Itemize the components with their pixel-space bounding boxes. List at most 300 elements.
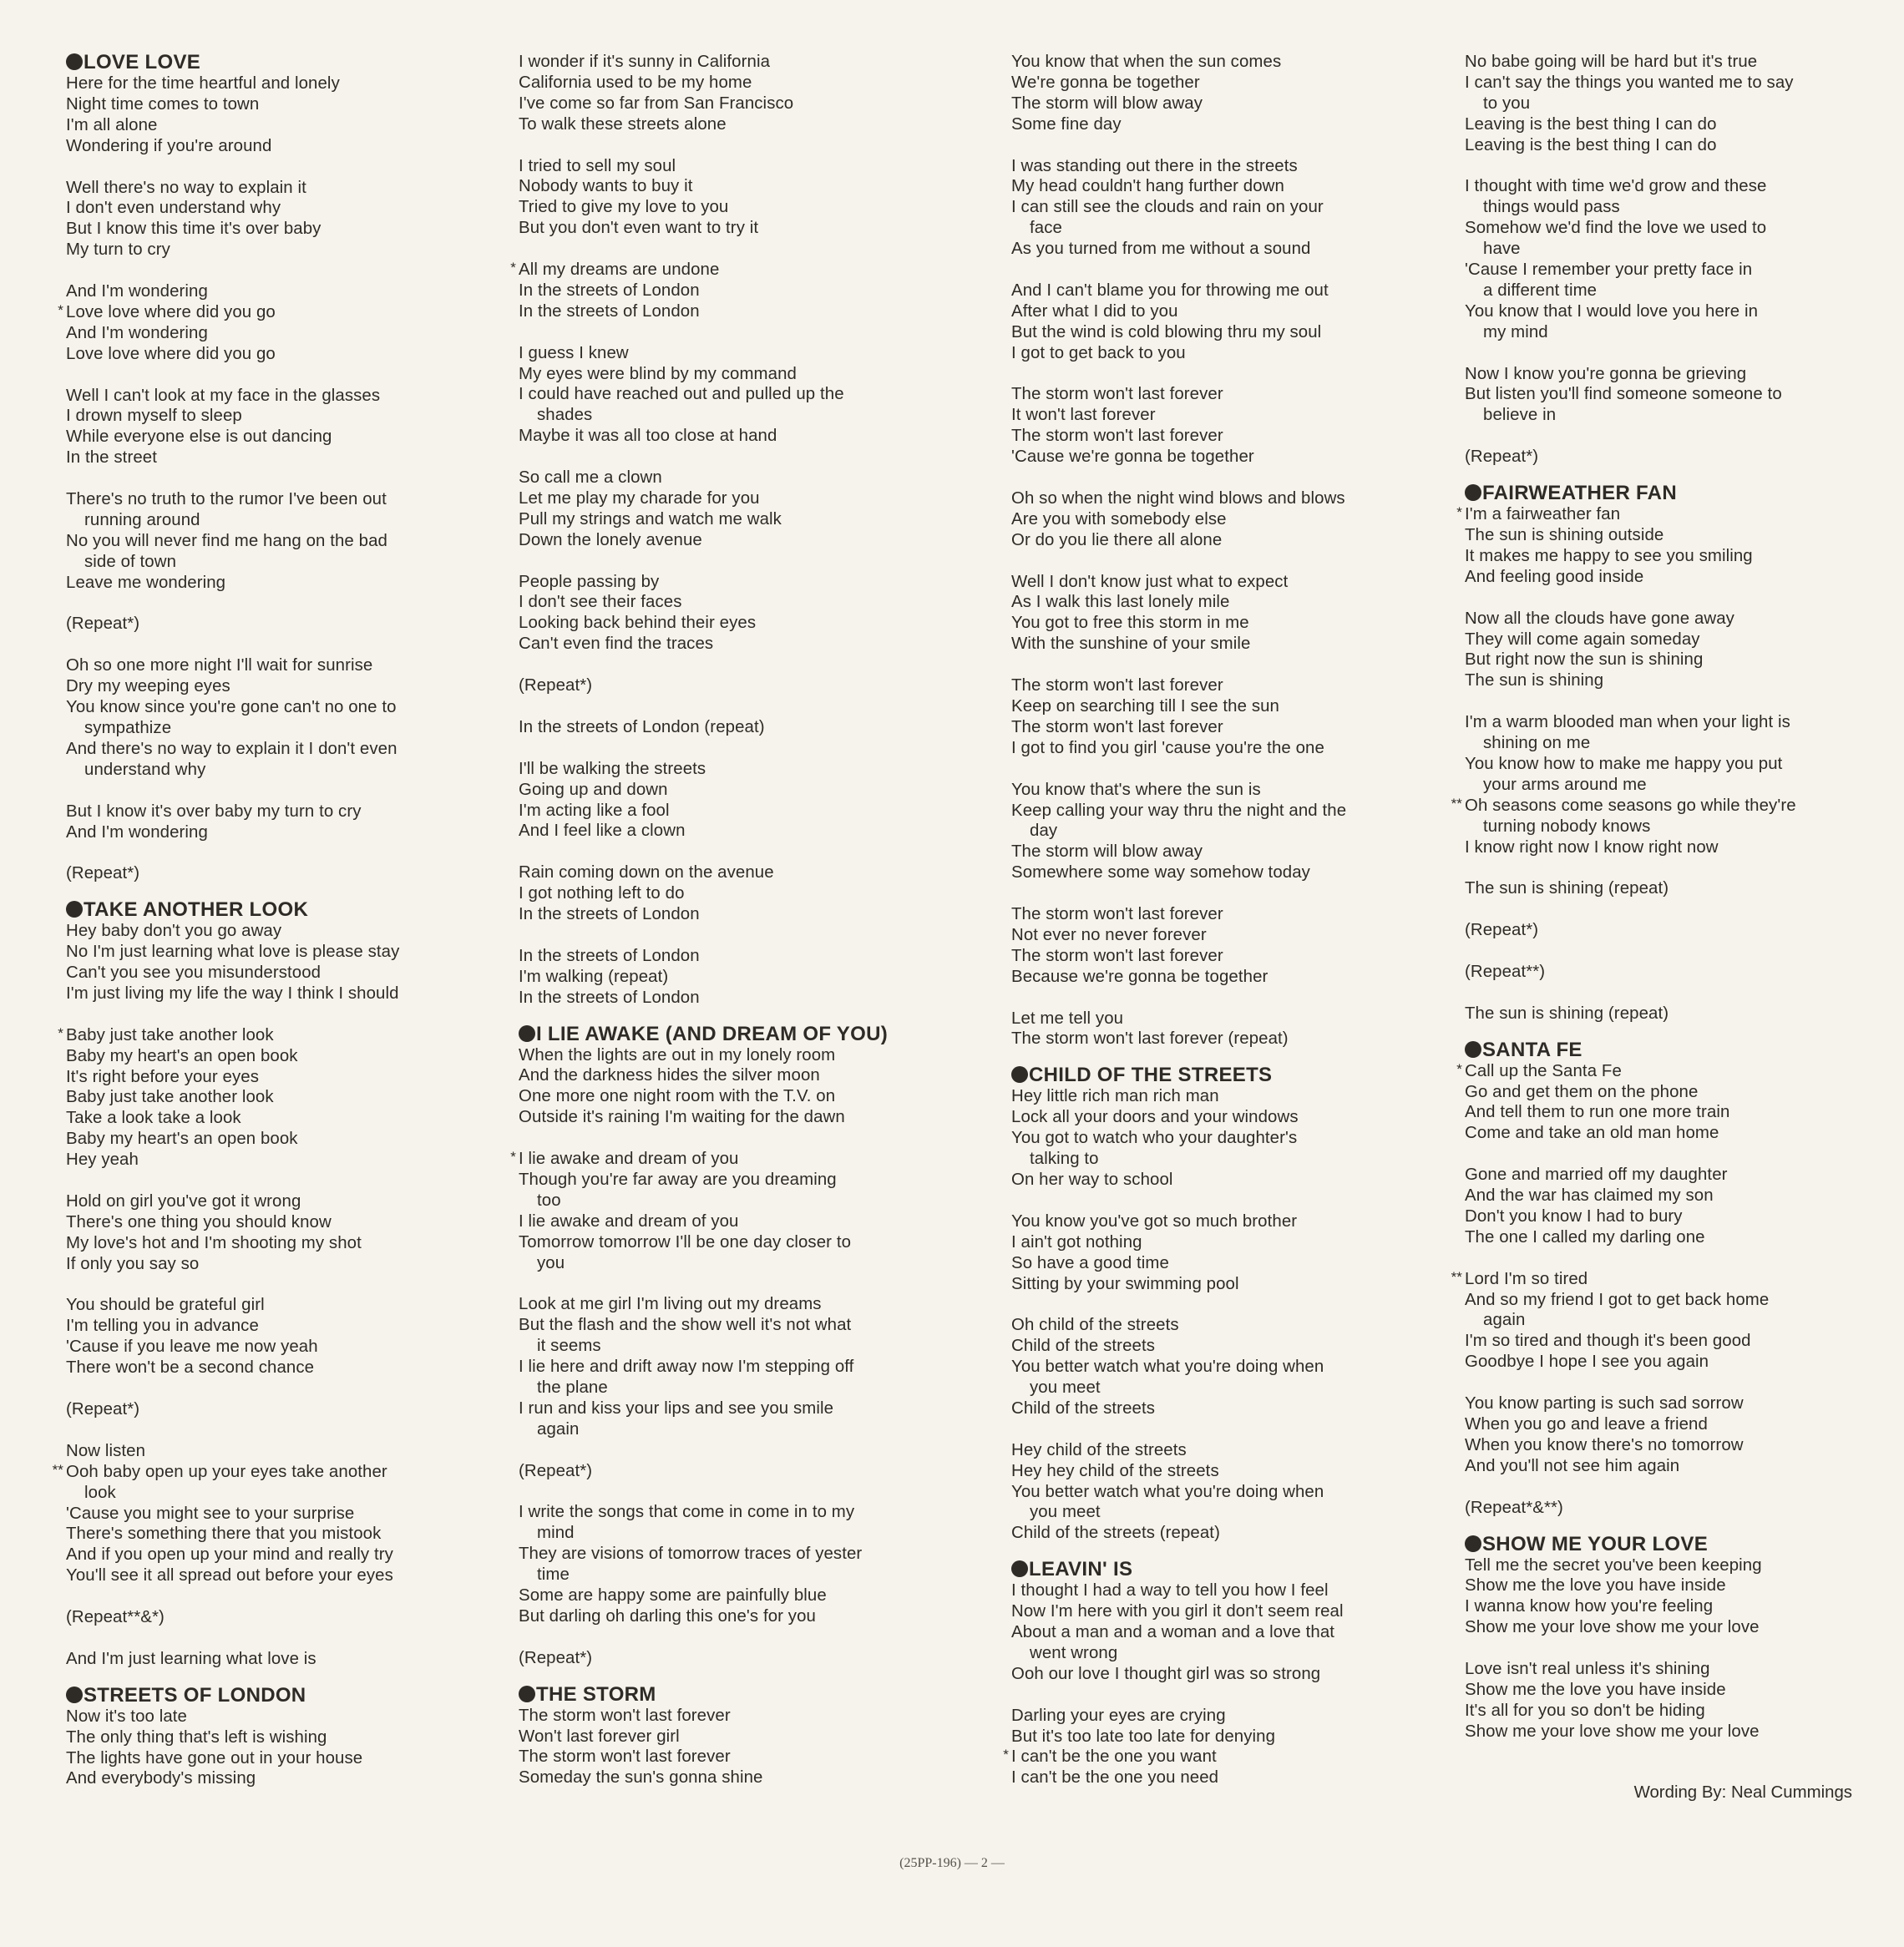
lyric-line: [66, 1337, 504, 1358]
lyric-line: [1465, 322, 1882, 343]
lyric-text: Keep calling your way thru the night and the: [1011, 801, 1347, 820]
lyric-text: When you know there's no tomorrow: [1465, 1435, 1744, 1454]
lyric-line: [519, 634, 957, 655]
lyric-line: [519, 883, 957, 904]
lyric-text: The storm won't last forever: [1011, 427, 1223, 446]
lyric-line: [1451, 1268, 1882, 1290]
lyric-line: [1011, 1461, 1450, 1482]
lyric-line: [1451, 795, 1882, 817]
lyric-line: [66, 1212, 504, 1233]
lyric-text: The storm will blow away: [1011, 94, 1203, 113]
lyric-text: Hey little rich man rich man: [1011, 1087, 1219, 1106]
lyric-text: I'm all alone: [66, 115, 158, 134]
lyric-text: In the streets of London: [519, 301, 700, 321]
lyric-text: Now I know you're gonna be grieving: [1465, 364, 1747, 383]
lyric-line: [519, 1191, 957, 1211]
lyric-text: To walk these streets alone: [519, 114, 727, 134]
lyric-line: [519, 946, 957, 967]
lyric-line: [1011, 343, 1450, 364]
lyric-line: [1011, 696, 1450, 717]
lyric-line: [1465, 73, 1882, 94]
lyric-line: [1011, 218, 1450, 239]
lyric-line: [66, 178, 504, 199]
lyric-line: [1465, 920, 1882, 941]
lyric-line: [66, 1129, 504, 1150]
lyric-text: believe in: [1483, 406, 1557, 425]
lyric-text: (Repeat**&*): [66, 1608, 165, 1627]
lyric-text: And tell them to run one more train: [1465, 1103, 1730, 1122]
lyric-line: [1011, 1315, 1450, 1336]
lyric-text: Gone and married off my daughter: [1465, 1166, 1728, 1185]
lyric-text: But I know it's over baby my turn to cry: [66, 802, 362, 821]
lyric-line: [1465, 1004, 1882, 1024]
lyric-line: [519, 468, 957, 488]
lyric-line: [1465, 630, 1882, 650]
lyric-line: [519, 156, 957, 177]
lyric-text: In the streets of London: [519, 946, 700, 965]
song-title-text: FAIRWEATHER FAN: [1482, 482, 1677, 505]
lyric-line: [1465, 775, 1882, 796]
song-title-text: STREETS OF LONDON: [84, 1683, 306, 1707]
lyric-line: [1465, 1206, 1882, 1227]
lyric-line: [66, 448, 504, 468]
lyric-line: [519, 717, 957, 738]
lyric-text: I could have reached out and pulled up the: [519, 385, 844, 404]
lyric-text: You know that's where the sun is: [1011, 780, 1261, 799]
lyric-line: [66, 573, 504, 594]
lyric-line: [1011, 1398, 1450, 1419]
lyric-text: And feeling good inside: [1465, 567, 1644, 586]
lyric-line: [1011, 1601, 1450, 1622]
lyric-text: mind: [537, 1524, 575, 1543]
lyric-text: The storm won't last forever: [1011, 946, 1223, 965]
lyric-line: [1465, 260, 1882, 281]
lyric-text: Tell me the secret you've been keeping: [1465, 1555, 1762, 1575]
lyric-line: [519, 1378, 957, 1398]
lyric-line: [510, 260, 957, 281]
lyric-text: I know right now I know right now: [1465, 837, 1719, 857]
lyric-line: [1465, 817, 1882, 837]
lyric-text: On her way to school: [1011, 1170, 1173, 1189]
lyric-text: shades: [537, 406, 593, 425]
lyric-text: I'm just living my life the way I think I should: [66, 984, 399, 1003]
lyric-text: you: [537, 1253, 565, 1272]
lyric-line: [1465, 114, 1882, 135]
lyrics-column-3: [1003, 52, 1450, 1788]
lyric-line: [1465, 1722, 1882, 1742]
lyric-line: [519, 821, 957, 842]
lyric-line: [66, 1504, 504, 1525]
lyric-text: My eyes were blind by my command: [519, 364, 797, 383]
lyric-line: [519, 780, 957, 801]
lyric-text: The storm won't last forever: [1011, 905, 1223, 924]
lyric-line: [1011, 1580, 1450, 1601]
lyric-line: [1011, 1357, 1450, 1378]
lyric-text: I got to find you girl 'cause you're the one: [1011, 738, 1324, 757]
repeat-marker: **: [1451, 1268, 1462, 1285]
lyric-line: [66, 240, 504, 260]
lyric-text: (Repeat*&**): [1465, 1498, 1563, 1517]
lyric-line: [1456, 1060, 1882, 1082]
lyric-text: Hey baby don't you go away: [66, 922, 282, 941]
song-title: [519, 1024, 957, 1045]
lyric-line: [519, 1565, 957, 1585]
lyric-line: [66, 1727, 504, 1748]
lyric-line: [66, 406, 504, 427]
lyric-line: [1465, 405, 1882, 426]
lyric-text: You know how to make me happy you put: [1465, 754, 1783, 773]
lyric-text: About a man and a woman and a love that: [1011, 1623, 1335, 1642]
lyric-text: 'Cause you might see to your surprise: [66, 1504, 355, 1523]
lyric-text: Ooh our love I thought girl was so strong: [1011, 1664, 1321, 1683]
lyric-line: [1465, 1352, 1882, 1373]
lyric-line: [66, 1316, 504, 1337]
lyric-text: As I walk this last lonely mile: [1011, 593, 1230, 612]
lyric-line: [1465, 609, 1882, 630]
lyric-text: The storm won't last forever: [519, 1747, 731, 1767]
lyric-line: [1465, 1290, 1882, 1311]
lyric-text: Some are happy some are painfully blue: [519, 1586, 827, 1606]
lyric-line: [1456, 504, 1882, 525]
lyric-line: [1011, 572, 1450, 593]
lyric-line: [1465, 176, 1882, 197]
lyric-line: [1465, 754, 1882, 775]
lyric-text: Tried to give my love to you: [519, 198, 729, 217]
lyric-line: [519, 1606, 957, 1627]
lyric-line: [66, 1191, 504, 1212]
lyric-text: (Repeat*): [66, 614, 140, 634]
bullet-dot-icon: [519, 1686, 535, 1702]
lyric-line: [519, 1357, 957, 1378]
lyric-text: You should be grateful girl: [66, 1296, 265, 1315]
lyric-line: [1465, 1393, 1882, 1414]
lyric-line: [66, 802, 504, 822]
lyric-text: And I can't blame you for throwing me out: [1011, 281, 1329, 300]
lyric-line: [66, 1233, 504, 1254]
lyric-line: [519, 1727, 957, 1747]
lyric-text: I ain't got nothing: [1011, 1232, 1142, 1252]
lyric-line: [519, 801, 957, 822]
lyric-line: [1011, 156, 1450, 177]
lyric-line: [1465, 384, 1882, 405]
lyric-line: [1011, 322, 1450, 343]
lyric-line: [519, 1315, 957, 1336]
lyric-text: After what I did to you: [1011, 301, 1178, 321]
repeat-marker: *: [58, 301, 63, 318]
lyric-text: Well there's no way to explain it: [66, 178, 306, 197]
lyric-text: Call up the Santa Fe: [1465, 1061, 1622, 1080]
lyric-line: [519, 530, 957, 551]
lyric-text: Love isn't real unless it's shining: [1465, 1660, 1710, 1679]
lyric-line: [66, 655, 504, 676]
lyric-line: [519, 613, 957, 634]
lyric-text: you meet: [1030, 1378, 1101, 1398]
lyric-line: [66, 136, 504, 157]
lyric-text: I lie here and drift away now I'm stepping off: [519, 1358, 854, 1377]
lyric-line: [1011, 904, 1450, 925]
lyric-line: [66, 1399, 504, 1420]
lyric-line: [1011, 634, 1450, 655]
lyric-line: [1011, 1440, 1450, 1461]
lyric-text: You better watch what you're doing when: [1011, 1358, 1324, 1377]
wording-credit: Wording By: Neal Cummings: [1633, 1783, 1852, 1802]
lyric-text: But the wind is cold blowing thru my soul: [1011, 322, 1322, 341]
lyric-line: [519, 1398, 957, 1419]
lyric-text: again: [537, 1419, 580, 1439]
lyric-text: Looking back behind their eyes: [519, 614, 757, 633]
lyric-line: [66, 676, 504, 697]
lyric-text: Outside it's raining I'm waiting for the dawn: [519, 1108, 845, 1127]
lyric-text: Hold on girl you've got it wrong: [66, 1191, 301, 1211]
lyric-line: [519, 572, 957, 593]
lyric-text: You'll see it all spread out before your eyes: [66, 1566, 393, 1585]
lyric-line: [66, 718, 504, 739]
lyric-text: went wrong: [1030, 1643, 1118, 1662]
lyric-text: Let me tell you: [1011, 1009, 1124, 1028]
lyric-text: You know since you're gone can't no one to: [66, 698, 397, 717]
lyric-line: [519, 1585, 957, 1606]
lyric-text: to you: [1483, 94, 1531, 113]
song-title-text: SHOW ME YOUR LOVE: [1482, 1532, 1709, 1555]
lyric-text: have: [1483, 240, 1521, 259]
lyric-text: The sun is shining outside: [1465, 525, 1664, 544]
lyric-line: [1465, 1123, 1882, 1144]
lyric-line: [1011, 1232, 1450, 1253]
bullet-dot-icon: [1011, 1066, 1028, 1083]
lyric-line: [52, 1461, 504, 1483]
lyric-line: [519, 1767, 957, 1788]
lyric-text: (Repeat*): [519, 1648, 593, 1667]
lyric-text: Wondering if you're around: [66, 136, 272, 155]
lyric-text: And everybody's missing: [66, 1769, 256, 1788]
bullet-dot-icon: [519, 1025, 535, 1042]
lyric-text: So have a good time: [1011, 1253, 1169, 1272]
song-title: [66, 52, 504, 73]
lyric-text: The lights have gone out in your house: [66, 1748, 363, 1767]
lyric-text: So call me a clown: [519, 468, 662, 488]
lyric-line: [1465, 567, 1882, 588]
lyric-line: [1465, 1680, 1882, 1701]
lyric-text: (Repeat**): [1465, 962, 1546, 981]
lyric-text: The storm won't last forever: [519, 1706, 731, 1725]
lyric-text: In the streets of London: [519, 905, 700, 924]
lyric-text: California used to be my home: [519, 73, 752, 92]
lyric-text: Nobody wants to buy it: [519, 177, 693, 196]
lyric-text: Now listen: [66, 1441, 146, 1460]
lyric-line: [519, 592, 957, 613]
lyric-line: [1465, 1331, 1882, 1352]
lyric-text: Leave me wondering: [66, 573, 226, 592]
lyric-line: [66, 1565, 504, 1586]
lyric-text: I got to get back to you: [1011, 343, 1186, 362]
lyric-line: [519, 343, 957, 364]
lyric-line: [66, 614, 504, 635]
lyric-text: (Repeat*): [1465, 448, 1539, 467]
lyric-text: Here for the time heartful and lonely: [66, 74, 340, 93]
lyric-line: [66, 281, 504, 302]
lyric-text: It's all for you so don't be hiding: [1465, 1701, 1705, 1720]
lyric-text: it seems: [537, 1337, 601, 1356]
lyric-text: Oh so one more night I'll wait for sunrise: [66, 656, 373, 675]
lyric-text: too: [537, 1191, 561, 1210]
lyric-text: I've come so far from San Francisco: [519, 94, 794, 113]
lyric-text: Hey child of the streets: [1011, 1440, 1187, 1459]
lyric-text: It's right before your eyes: [66, 1067, 259, 1086]
lyric-line: [1011, 1378, 1450, 1398]
lyric-line: [519, 1544, 957, 1565]
lyric-text: Baby just take another look: [66, 1025, 274, 1044]
lyric-line: [1011, 738, 1450, 759]
lyric-text: I'm a fairweather fan: [1465, 505, 1621, 524]
lyric-line: [1465, 239, 1882, 260]
lyric-text: Child of the streets (repeat): [1011, 1524, 1220, 1543]
lyric-text: While everyone else is out dancing: [66, 427, 332, 447]
lyric-text: Well I don't know just what to expect: [1011, 572, 1289, 591]
lyric-text: I run and kiss your lips and see you smile: [519, 1398, 834, 1418]
lyric-text: And there's no way to explain it I don't even: [66, 739, 398, 758]
lyric-text: you meet: [1030, 1503, 1101, 1522]
lyric-text: I drown myself to sleep: [66, 407, 242, 426]
lyric-line: [66, 822, 504, 843]
lyric-text: The storm won't last forever (repeat): [1011, 1029, 1289, 1049]
lyric-line: [1011, 447, 1450, 468]
lyric-line: [519, 114, 957, 135]
lyric-text: There's something there that you mistook: [66, 1525, 382, 1544]
song-title-text: LEAVIN' IS: [1029, 1558, 1133, 1581]
lyric-line: [1011, 1253, 1450, 1274]
lyric-line: [1465, 301, 1882, 322]
lyric-text: We're gonna be together: [1011, 73, 1200, 92]
lyric-text: All my dreams are undone: [519, 260, 720, 280]
song-title: [66, 899, 504, 921]
lyric-text: And the darkness hides the silver moon: [519, 1066, 820, 1085]
lyric-text: Sitting by your swimming pool: [1011, 1274, 1239, 1293]
lyric-text: You better watch what you're doing when: [1011, 1482, 1324, 1501]
lyric-line: [1465, 525, 1882, 546]
lyric-line: [519, 218, 957, 239]
lyric-text: I don't even understand why: [66, 199, 281, 218]
bullet-dot-icon: [66, 901, 83, 918]
lyric-line: [1465, 878, 1882, 899]
lyric-text: And the war has claimed my son: [1465, 1186, 1714, 1206]
lyric-text: Look at me girl I'm living out my dreams: [519, 1295, 822, 1314]
lyric-text: side of town: [84, 552, 177, 571]
lyric-text: The storm won't last forever: [1011, 676, 1223, 695]
lyric-text: Show me the love you have inside: [1465, 1680, 1726, 1699]
lyric-line: [1003, 1747, 1450, 1767]
repeat-marker: **: [52, 1461, 63, 1478]
lyric-line: [66, 323, 504, 344]
lyric-line: [519, 73, 957, 94]
lyric-text: Going up and down: [519, 780, 668, 799]
lyric-text: Leaving is the best thing I can do: [1465, 135, 1717, 154]
lyric-text: 'Cause I remember your pretty face in: [1465, 260, 1753, 280]
lyric-line: [1011, 301, 1450, 322]
lyric-text: I'm so tired and though it's been good: [1465, 1332, 1751, 1351]
lyric-text: There's no truth to the rumor I've been out: [66, 490, 387, 509]
lyric-line: [1011, 426, 1450, 447]
lyric-line: [1011, 1128, 1450, 1149]
lyrics-column-1: [52, 51, 504, 1789]
lyric-text: I can't say the things you wanted me to say: [1465, 73, 1794, 92]
lyric-line: [519, 405, 957, 426]
lyric-line: [66, 510, 504, 531]
lyric-line: [1011, 1523, 1450, 1544]
page-footer: (25PP-196) — 2 —: [899, 1856, 1005, 1870]
lyric-text: Well I can't look at my face in the glasses: [66, 386, 381, 405]
lyric-text: your arms around me: [1483, 775, 1647, 794]
lyric-line: [1465, 218, 1882, 239]
bullet-dot-icon: [1465, 1535, 1481, 1552]
lyric-line: [1011, 801, 1450, 822]
lyric-line: [1465, 197, 1882, 218]
song-title-text: TAKE ANOTHER LOOK: [84, 898, 309, 922]
lyric-text: Show me the love you have inside: [1465, 1576, 1726, 1596]
lyric-text: Child of the streets: [1011, 1337, 1156, 1356]
lyric-text: Not ever no never forever: [1011, 925, 1207, 944]
lyric-line: [66, 1046, 504, 1067]
lyric-line: [66, 1483, 504, 1504]
lyric-line: [1465, 1575, 1882, 1596]
lyric-line: [1465, 1701, 1882, 1722]
lyric-text: I lie awake and dream of you: [519, 1211, 739, 1231]
lyric-line: [66, 1768, 504, 1789]
lyric-text: Hey yeah: [66, 1150, 139, 1170]
lyric-line: [1465, 1435, 1882, 1456]
lyric-line: [1011, 862, 1450, 883]
lyric-text: Baby my heart's an open book: [66, 1046, 298, 1065]
lyric-text: No I'm just learning what love is please stay: [66, 943, 400, 962]
lyric-text: Won't last forever girl: [519, 1727, 680, 1746]
lyric-line: [1011, 1622, 1450, 1643]
lyric-text: (Repeat*): [66, 864, 140, 883]
lyrics-column-2: [510, 52, 957, 1788]
lyric-line: [58, 1024, 504, 1046]
song-title: [1011, 1065, 1450, 1086]
lyric-text: Now all the clouds have gone away: [1465, 609, 1734, 628]
lyric-text: Take a look take a look: [66, 1109, 241, 1128]
lyric-line: [1465, 962, 1882, 983]
lyric-line: [66, 1067, 504, 1088]
lyric-line: [66, 219, 504, 240]
lyric-text: And I'm wondering: [66, 323, 208, 342]
lyric-text: Come and take an old man home: [1465, 1124, 1719, 1143]
lyric-line: [1011, 1727, 1450, 1747]
lyric-text: My turn to cry: [66, 240, 170, 260]
lyric-line: [1465, 1082, 1882, 1103]
lyric-text: No babe going will be hard but it's true: [1465, 53, 1758, 71]
lyric-line: [1465, 546, 1882, 567]
lyric-line: [66, 115, 504, 136]
lyric-line: [1465, 135, 1882, 156]
lyric-line: [519, 1170, 957, 1191]
lyric-text: The sun is shining (repeat): [1465, 879, 1669, 898]
lyric-text: Show me your love show me your love: [1465, 1722, 1760, 1741]
lyric-line: [1011, 1170, 1450, 1191]
lyric-line: [1011, 1029, 1450, 1049]
lyric-text: Oh child of the streets: [1011, 1316, 1179, 1335]
lyric-text: I'm acting like a fool: [519, 801, 670, 820]
lyric-line: [1011, 1482, 1450, 1503]
lyric-text: Hey hey child of the streets: [1011, 1461, 1219, 1480]
lyric-text: As you turned from me without a sound: [1011, 240, 1311, 259]
lyric-text: shining on me: [1483, 734, 1591, 753]
lyric-text: You got to free this storm in me: [1011, 614, 1249, 633]
lyric-text: Love love where did you go: [66, 344, 276, 363]
lyric-text: You know parting is such sad sorrow: [1465, 1394, 1744, 1413]
lyric-text: Child of the streets: [1011, 1398, 1156, 1418]
lyric-text: Dry my weeping eyes: [66, 677, 230, 696]
